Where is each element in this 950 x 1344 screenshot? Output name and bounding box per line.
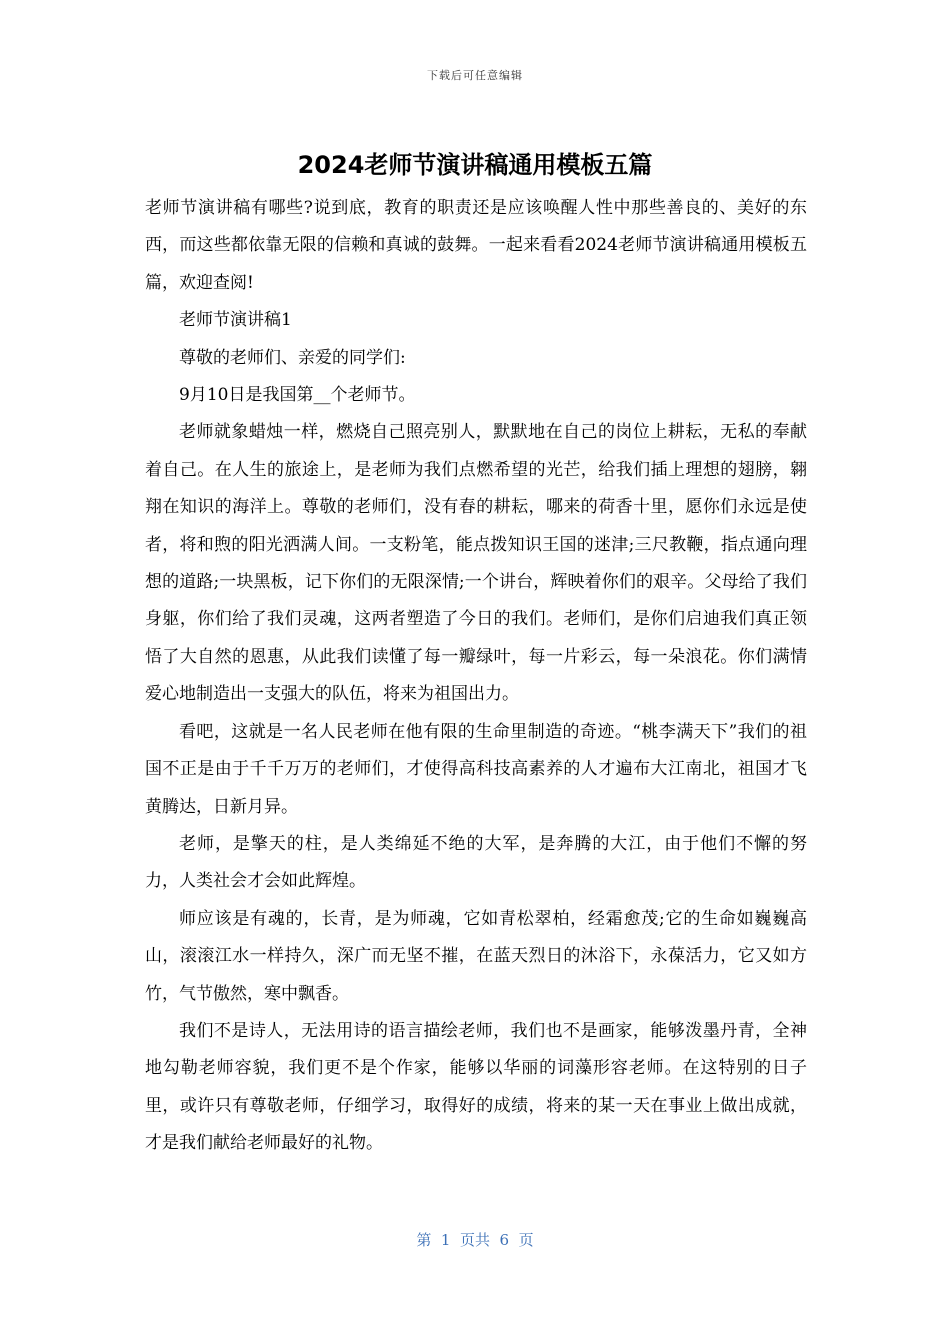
paragraph: 师应该是有魂的，长青，是为师魂，它如青松翠柏，经霜愈茂;它的生命如巍巍高山，滚滚江水一样持久，深广而无坚不摧，在蓝天烈日的沐浴下，永葆活力，它又如方竹，气节傲然，寒中飘香。 bbox=[145, 908, 807, 1004]
document-title: 2024老师节演讲稿通用模板五篇 bbox=[297, 151, 653, 179]
paragraph: 看吧，这就是一名人民老师在他有限的生命里制造的奇迹。“桃李满天下”我们的祖国不正是由于千千万万的老师们，才使得高科技高素养的人才遍布大江南北，祖国才飞黄腾达，日新月异。 bbox=[145, 721, 807, 817]
page-number-footer: 第 1 页共 6 页 bbox=[416, 1231, 534, 1249]
paragraph: 老师，是擎天的柱，是人类绵延不绝的大军，是奔腾的大江，由于他们不懈的努力，人类社会才会如此辉煌。 bbox=[145, 833, 807, 892]
document-body bbox=[145, 190, 807, 1163]
intro-paragraph: 老师节演讲稿有哪些?说到底，教育的职责还是应该唤醒人性中那些善良的、美好的东西，而这些都依靠无限的信赖和真诚的鼓舞。一起来看看2024老师节演讲稿通用模板五篇，欢迎查阅! bbox=[145, 198, 807, 293]
salutation: 尊敬的老师们、亲爱的同学们: bbox=[179, 347, 406, 368]
paragraph: 9月10日是我国第__个老师节。 bbox=[179, 385, 416, 406]
paragraph: 我们不是诗人，无法用诗的语言描绘老师，我们也不是画家，能够泼墨丹青，全神地勾勒老师容貌，我们更不是个作家，能够以华丽的词藻形容老师。在这特别的日子里，或许只有尊敬老师，仔细学习，取得好的成绩，将来的某一天在事业上做出成就，才是我们献给老师最好的礼物。 bbox=[145, 1020, 807, 1154]
paragraph: 老师就象蜡烛一样，燃烧自己照亮别人，默默地在自己的岗位上耕耘，无私的奉献着自己。在人生的旅途上，是老师为我们点燃希望的光芒，给我们插上理想的翅膀，翱翔在知识的海洋上。尊敬的老师们，没有春的耕耘，哪来的荷香十里，愿你们永远是使者，将和煦的阳光洒满人间。一支粉笔，能点拨知识王国的迷津;三尺教鞭，指点通向理想的道路;一块黑板，记下你们的无限深情;一个讲台，辉映着你们的艰辛。父母给了我们身躯，你们给了我们灵魂，这两者塑造了今日的我们。老师们，是你们启迪我们真正领悟了大自然的恩惠，从此我们读懂了每一瓣绿叶，每一片彩云，每一朵浪花。你们满情爱心地制造出一支强大的队伍，将来为祖国出力。 bbox=[145, 422, 807, 705]
speech-heading: 老师节演讲稿1 bbox=[179, 310, 292, 331]
header-note: 下载后可任意编辑 bbox=[427, 69, 523, 82]
